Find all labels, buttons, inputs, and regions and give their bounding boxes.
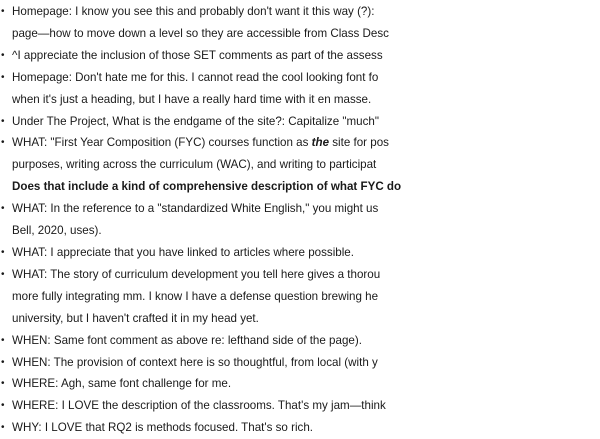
comment-line: WHEN: The provision of context here is so thoughtful, from local (with y <box>12 355 378 369</box>
comment-line: WHERE: Agh, same font challenge for me. <box>12 377 232 391</box>
comment-text: site for pos <box>329 136 389 150</box>
comment-item <box>0 132 600 198</box>
comment-line: when it's just a heading, but I have a really hard time with it en masse. <box>12 92 372 106</box>
bullet-icon: • <box>1 203 5 215</box>
comment-line: Homepage: I know you see this and probably don't want it this way (?): <box>12 5 375 18</box>
bullet-icon: • <box>1 49 5 61</box>
comment-line: page—how to move down a level so they are accessible from Class Desc <box>12 26 389 40</box>
bullet-icon: • <box>1 356 5 368</box>
comment-item <box>0 67 600 111</box>
comment-item <box>0 395 600 417</box>
bullet-icon: • <box>1 137 5 149</box>
comment-line: WHAT: The story of curriculum development you tell here gives a thorou <box>12 267 381 281</box>
comment-line: Under The Project, What is the endgame of the site?: Capitalize "much" <box>12 114 379 128</box>
comment-item <box>0 417 600 439</box>
comment-line: Bell, 2020, uses). <box>12 224 102 238</box>
bullet-icon: • <box>1 378 5 390</box>
bullet-icon: • <box>1 422 5 434</box>
comment-line: WHAT: In the reference to a "standardized White English," you might us <box>12 202 379 216</box>
bullet-icon: • <box>1 246 5 258</box>
bullet-icon: • <box>1 334 5 346</box>
comment-line: WHAT: I appreciate that you have linked to articles where possible. <box>12 245 354 259</box>
comment-item <box>0 198 600 242</box>
comment-item <box>0 264 600 330</box>
comment-item <box>0 352 600 374</box>
bullet-icon: • <box>1 268 5 280</box>
comment-line: more fully integrating mm. I know I have a defense question brewing he <box>12 289 379 303</box>
bullet-icon: • <box>1 71 5 83</box>
comment-item <box>0 330 600 352</box>
comment-line: WHERE: I LOVE the description of the classrooms. That's my jam—think <box>12 399 386 413</box>
comment-item <box>0 45 600 67</box>
comment-item <box>0 1 600 45</box>
bullet-icon: • <box>1 115 5 127</box>
comment-item <box>0 242 600 264</box>
comment-list <box>0 1 600 439</box>
comment-line: university, but I haven't crafted it in my head yet. <box>12 311 259 325</box>
comment-item <box>0 373 600 395</box>
bullet-icon: • <box>1 6 5 17</box>
comment-line: Homepage: Don't hate me for this. I cannot read the cool looking font fo <box>12 70 379 84</box>
comment-item <box>0 111 600 133</box>
comment-line: ^I appreciate the inclusion of those SET comments as part of the assess <box>12 48 383 62</box>
comment-line: WHY: I LOVE that RQ2 is methods focused. That's so rich. <box>12 421 313 435</box>
bullet-icon: • <box>1 400 5 412</box>
comment-text: WHAT: "First Year Composition (FYC) courses function as <box>12 136 312 150</box>
emphasis-text: the <box>311 136 330 150</box>
comment-question-line: Does that include a kind of comprehensive description of what FYC do <box>12 180 402 194</box>
comment-line: WHEN: Same font comment as above re: lefthand side of the page). <box>12 333 362 347</box>
comment-line <box>12 132 600 154</box>
comment-line: purposes, writing across the curriculum (WAC), and writing to participat <box>12 158 377 172</box>
